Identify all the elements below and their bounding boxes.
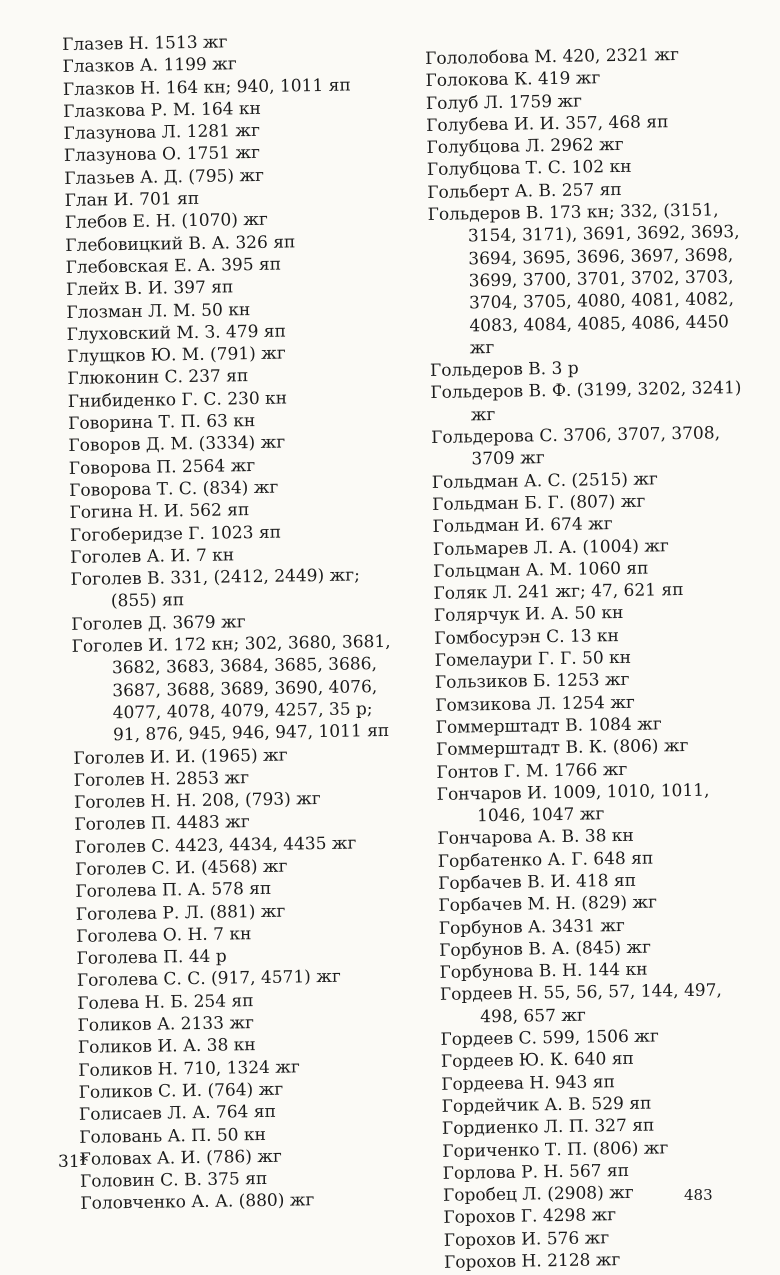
index-entry: Гомелаури Г. Г. 50 кн <box>434 647 632 671</box>
index-entry: Гордиенко Л. П. 327 яп <box>441 1115 655 1140</box>
index-entry: Глуховский М. З. 479 яп <box>66 321 287 345</box>
index-entry: Гоголева С. С. (917, 4571) жг <box>76 967 341 992</box>
index-entry: Горлова Р. Н. 567 яп <box>442 1160 630 1184</box>
index-entry: Глазунова О. 1751 жг <box>63 143 261 167</box>
index-entry: Глозман Л. М. 50 кн <box>66 299 251 323</box>
index-entry: Гордеев Н. 55, 56, 57, 144, 497, 498, 657 жг <box>439 980 723 1028</box>
index-entry: Гоголева П. А. 578 яп <box>75 879 272 903</box>
index-entry: Горохов Г. 4298 жг <box>443 1205 617 1229</box>
index-entry: Гончарова А. В. 38 кн <box>437 826 634 850</box>
index-entry: Гоголев В. 331, (2412, 2449) жг; (855) яп <box>70 565 361 612</box>
index-entry: Гордеев Ю. К. 640 яп <box>440 1049 634 1073</box>
index-entry: Гордейчик А. В. 529 яп <box>441 1093 652 1117</box>
signature-mark: 31* <box>58 1152 89 1172</box>
index-entry: Голиков И. А. 38 кн <box>77 1035 256 1059</box>
index-entry: Голиков Н. 710, 1324 жг <box>78 1057 300 1081</box>
index-entry: Головченко А. А. (880) жг <box>80 1190 315 1215</box>
index-entry: Глазков А. 1199 жг <box>62 54 237 78</box>
index-entry: Голокова К. 419 жг <box>425 68 601 92</box>
index-entry: Горбунов В. А. (845) жг <box>439 937 652 961</box>
index-entry: Гольдман И. 674 жг <box>432 514 613 538</box>
index-entry: Гнибиденко Г. С. 230 кн <box>67 388 288 412</box>
index-entry: Глейх В. И. 397 яп <box>65 277 234 301</box>
index-entry: Голярчук И. А. 50 кн <box>433 603 624 627</box>
index-entry: Гольберт А. В. 257 яп <box>427 179 622 203</box>
index-entry: Гоголев Д. 3679 жг <box>71 611 246 635</box>
index-entry: Глазьев А. Д. (795) жг <box>64 165 265 189</box>
index-entry: Глущков Ю. М. (791) жг <box>66 343 286 368</box>
index-entry: Говоров Д. М. (3334) жг <box>68 432 286 457</box>
index-entry: Головин С. В. 375 яп <box>79 1169 268 1192</box>
index-entry: Горбунова В. Н. 144 кн <box>439 959 648 984</box>
index-entry: Гоголев П. 4483 жг <box>74 812 250 836</box>
index-entry: Горбатенко А. Г. 648 яп <box>437 848 654 872</box>
left-column <box>62 29 411 1216</box>
index-entry: Глазкова Р. М. 164 кн <box>63 98 262 122</box>
index-entry: Гоголева П. 44 р <box>76 946 227 970</box>
index-entry: Глазунова Л. 1281 жг <box>63 121 261 145</box>
index-entry: Глебовская Е. А. 395 яп <box>65 254 282 278</box>
index-entry: Голубева И. И. 357, 468 яп <box>426 112 669 136</box>
index-entry: Гомзикова Л. 1254 жг <box>435 692 635 716</box>
index-entry: Гоголева О. Н. 7 кн <box>76 924 252 947</box>
index-entry: Гольцман А. М. 1060 яп <box>433 558 649 582</box>
index-entry: Горохов И. 576 жг <box>443 1227 610 1251</box>
index-entry: Головах А. И. (786) жг <box>79 1146 283 1170</box>
index-entry: Глебов Е. Н. (1070) жг <box>64 210 268 234</box>
page-number: 483 <box>684 1186 713 1204</box>
index-entry: Гольдеров В. 3 р <box>429 358 579 382</box>
index-entry: Гоголев И. И. (1965) жг <box>73 745 288 769</box>
index-entry: Горбунов А. 3431 жг <box>438 915 626 939</box>
index-entry: Гориченко Т. П. (806) жг <box>442 1137 669 1162</box>
index-entry: Голиков А. 2133 жг <box>77 1013 255 1036</box>
index-entry: Гольдеров В. 173 кн; 332, (3151, 3154, 3171), 3691, 3692, 3693, 3694, 3695, 3696, 3697, 3698, 3699, 3700, 3701, 3702, 3703, 3704, 3705, 4080, 4081, 4082, 4083, 4084, 4085, 4086, 4450 жг <box>427 200 740 359</box>
index-entry: Гользиков Б. 1253 жг <box>434 670 630 694</box>
index-entry: Голева Н. Б. 254 яп <box>77 990 254 1014</box>
index-entry: Гоголева Р. Л. (881) жг <box>75 901 286 925</box>
index-entry: Говорова П. 2564 жг <box>68 455 256 479</box>
index-entry: Гольдман А. С. (2515) жг <box>431 469 659 493</box>
index-entry: Голяк Л. 241 жг; 47, 621 яп <box>433 580 684 605</box>
index-entry: Горобец Л. (2908) жг <box>442 1183 634 1206</box>
index-entry: Гомбосурэн С. 13 кн <box>434 625 620 649</box>
index-entry: Гололобова М. 420, 2321 жг <box>425 45 680 69</box>
index-entry: Гоголев А. И. 7 кн <box>70 545 235 568</box>
index-entry: Гоголев С. 4423, 4434, 4435 жг <box>74 833 357 858</box>
index-entry: Гордеева Н. 943 яп <box>441 1071 616 1095</box>
index-entry: Гольдеров В. Ф. (3199, 3202, 3241) жг <box>430 378 742 426</box>
index-entry: Голубцова Л. 2962 жг <box>426 135 624 159</box>
index-entry: Горбачев В. И. 418 яп <box>437 870 637 894</box>
index-entry: Говорина Т. П. 63 кн <box>67 411 256 434</box>
index-entry: Голисаев Л. А. 764 яп <box>78 1102 277 1126</box>
index-entry: Гоголев С. И. (4568) жг <box>74 856 288 880</box>
index-entry: Гоголев Н. Н. 208, (793) жг <box>73 789 321 813</box>
index-entry: Глан И. 701 яп <box>64 188 200 212</box>
index-entry: Глазев Н. 1513 жг <box>62 32 228 55</box>
index-entry: Голубцова Т. С. 102 кн <box>426 157 632 181</box>
index-entry: Головань А. П. 50 кн <box>79 1124 266 1148</box>
index-entry: Голиков С. И. (764) жг <box>78 1079 284 1103</box>
index-entry: Говорова Т. С. (834) жг <box>69 477 279 501</box>
index-entry: Глебовицкий В. А. 326 яп <box>65 232 296 256</box>
index-entry: Гоммерштадт В. К. (806) жг <box>435 736 689 761</box>
index-entry: Гоммерштадт В. 1084 жг <box>435 714 662 738</box>
index-entry: Гогоберидзе Г. 1023 яп <box>69 522 282 546</box>
index-entry: Гордеев С. 599, 1506 жг <box>440 1026 659 1050</box>
index-entry: Гольдерова С. 3706, 3707, 3708, 3709 жг <box>430 423 721 470</box>
index-entry: Глазков Н. 164 кн; 940, 1011 яп <box>62 75 351 100</box>
index-entry: Горохов Н. 2128 жг <box>443 1250 621 1273</box>
index-entry: Гольдман Б. Г. (807) жг <box>432 491 646 515</box>
index-entry: Гогина Н. И. 562 яп <box>69 500 250 524</box>
index-entry: Голуб Л. 1759 жг <box>425 91 583 114</box>
index-entry: Гончаров И. 1009, 1010, 1011, 1046, 1047 жг <box>436 780 710 827</box>
index-entry: Гоголев Н. 2853 жг <box>73 767 250 791</box>
index-entry: Гоголев И. 172 кн; 302, 3680, 3681, 3682, 3683, 3684, 3685, 3686, 3687, 3688, 3689, 3690, 4076, 4077, 4078, 4079, 4257, 35 р; 91, 876, 945, 946, 947, 1011 яп <box>71 631 391 746</box>
right-column <box>425 43 759 1274</box>
index-entry: Гольмарев Л. А. (1004) жг <box>432 535 669 560</box>
index-entry: Глюконин С. 237 яп <box>67 366 249 390</box>
index-entry: Горбачев М. Н. (829) жг <box>438 892 658 917</box>
index-entry: Гонтов Г. М. 1766 жг <box>436 759 628 783</box>
